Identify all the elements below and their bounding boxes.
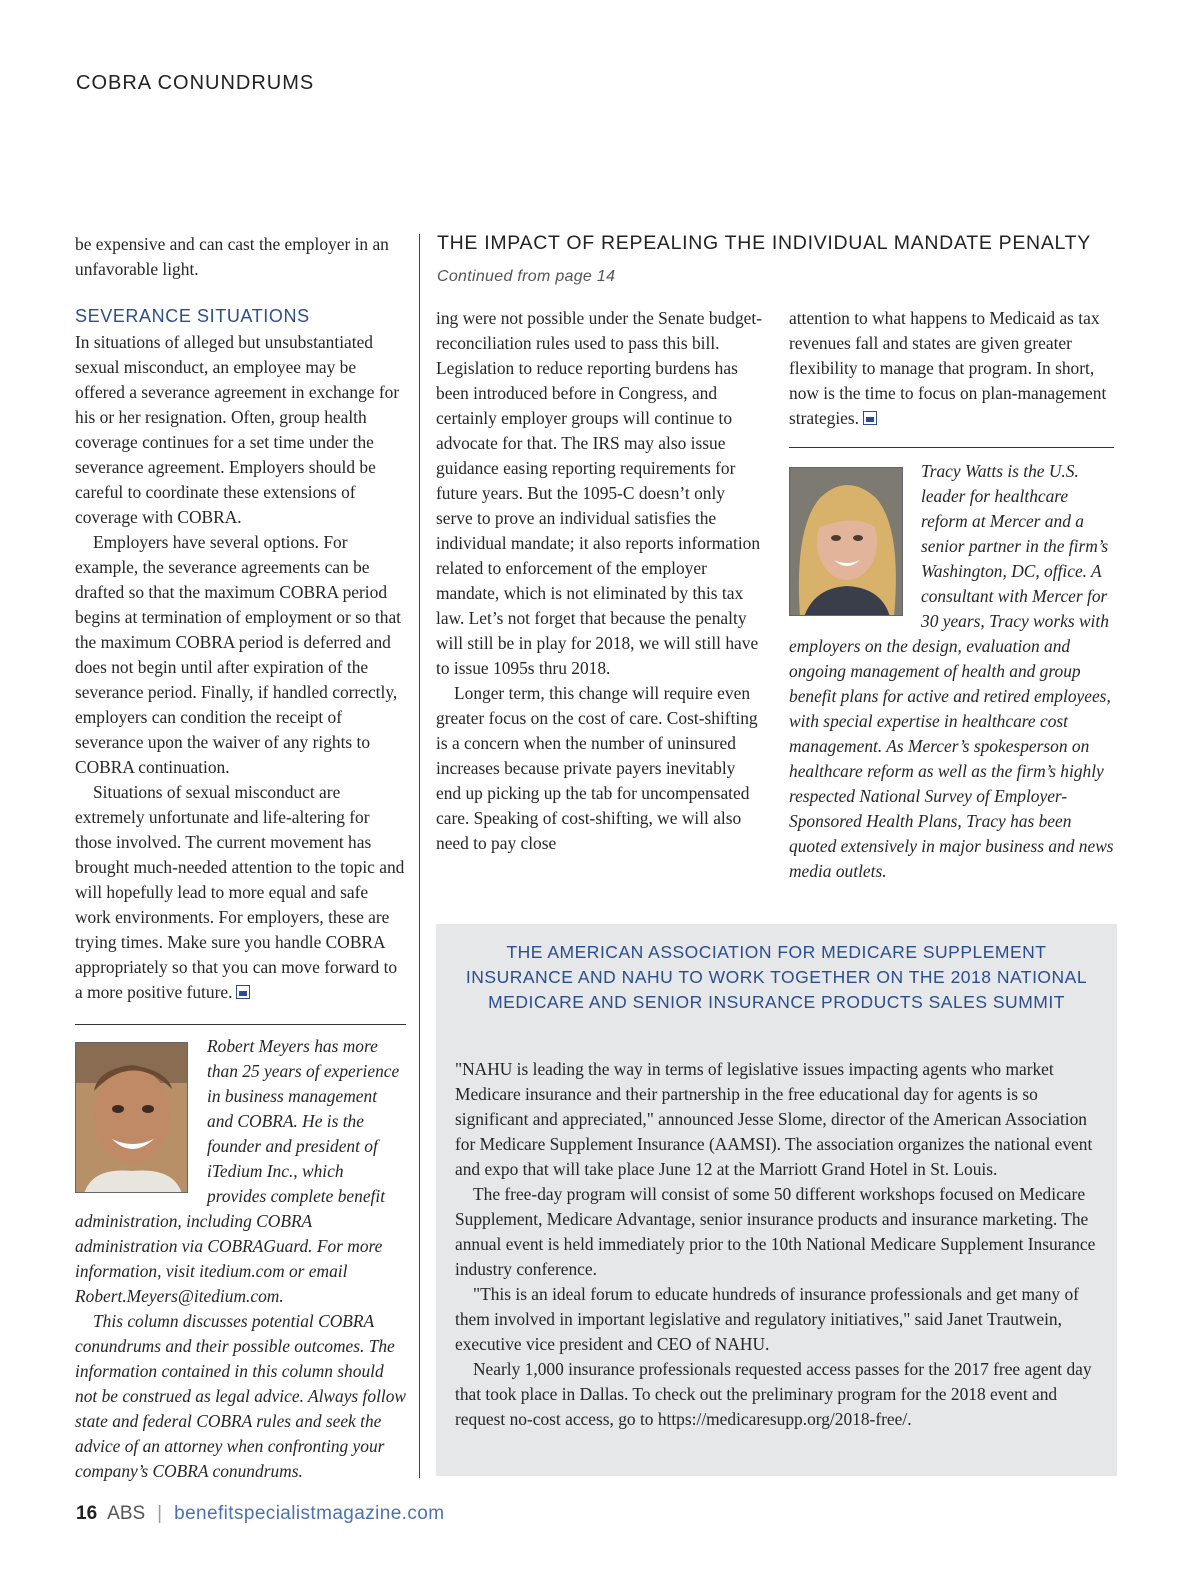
sidebar-paragraph: Nearly 1,000 insurance professionals requested access passes for the 2017 free agent day that took place in Dallas. To check out the preliminary program for the 2018 event and request no-cost access, go to https://medicaresupp.org/2018-free/. — [455, 1359, 1092, 1429]
page-number: 16 — [76, 1503, 98, 1524]
author-bio-tracy-watts — [789, 459, 1117, 884]
severance-paragraph: In situations of alleged but unsubstantiated sexual misconduct, an employee may be offered a severance agreement in exchange for his or her resignation. Often, group health coverage continues for a set time under the severance agreement. Employers should be careful to coordinate these extensions of coverage with COBRA. — [75, 332, 400, 527]
severance-heading: SEVERANCE SITUATIONS — [75, 306, 310, 326]
bio-divider — [75, 1024, 406, 1025]
end-of-article-icon — [236, 985, 250, 999]
bio-divider — [789, 447, 1114, 448]
article-column-2 — [789, 306, 1117, 431]
end-of-article-icon — [863, 411, 877, 425]
article-title: THE IMPACT OF REPEALING THE INDIVIDUAL MANDATE PENALTY — [437, 232, 1091, 254]
intro-text: be expensive and can cast the employer in an unfavorable light. — [75, 234, 389, 279]
continued-from-label: Continued from page 14 — [437, 268, 616, 285]
article-column-1 — [436, 306, 762, 856]
sidebar-paragraph: "This is an ideal forum to educate hundreds of insurance professionals and get many of them involved in important legislative and regulatory initiatives," said Janet Trautwein, executive vice president and CEO of NAHU. — [455, 1284, 1079, 1354]
sidebar-paragraph: The free-day program will consist of some 50 different workshops focused on Medicare Supplement, Medicare Advantage, senior insurance products and insurance marketing. The annual event is held immediately prior to the 10th National Medicare Supplement Insurance industry conference. — [455, 1184, 1096, 1279]
bio-text: Robert Meyers has more than 25 years of experience in business management and COBRA. He is the founder and president of iTedium Inc., which provides complete benefit administration, including COBRA administration via COBRAGuard. For more information, visit itedium.com or email Robert.Meyers@itedium.com. — [75, 1036, 400, 1306]
sidebar-title: THE AMERICAN ASSOCIATION FOR MEDICARE SUPPLEMENT INSURANCE AND NAHU TO WORK TOGETHER ON THE 2018 NATIONAL MEDICARE AND SENIOR INSURANCE PRODUCTS SALES SUMMIT — [465, 942, 1088, 1012]
author-bio-robert-meyers — [75, 1034, 407, 1484]
website-link[interactable]: benefitspecialistmagazine.com — [174, 1503, 445, 1524]
sidebar-paragraph: "NAHU is leading the way in terms of legislative issues impacting agents who market Medicare insurance and their partnership in the free educational day for agents is so significant and appreciated," announced Jesse Slome, director of the American Association for Medicare Supplement Insurance (AAMSI). The association organizes the national event and expo that will take place June 12 at the Marriott Grand Hotel in St. Louis. — [455, 1059, 1093, 1179]
left-column — [75, 232, 407, 1005]
sidebar-body — [455, 1057, 1101, 1432]
sidebar-box — [436, 924, 1117, 1476]
section-header: COBRA CONUNDRUMS — [76, 72, 315, 94]
article-paragraph: attention to what happens to Medicaid as tax revenues fall and states are given greater flexibility to manage that program. In short, now is the time to focus on plan-management strategies. — [789, 308, 1107, 428]
article-paragraph: ing were not possible under the Senate budget-reconciliation rules used to pass this bill. Legislation to reduce reporting burdens has been introduced before in Congress, and certainly employer groups will continue to advocate for that. The IRS may also issue guidance easing reporting requirements for future years. But the 1095-C doesn’t only serve to prove an individual satisfies the individual mandate; it also reports information related to enforcement of the employer mandate, which is not eliminated by this tax law. Let’s not forget that because the penalty will still be in play for 2018, we will still have to issue 1095s thru 2018. — [436, 308, 762, 678]
bio-text: Tracy Watts is the U.S. leader for healthcare reform at Mercer and a senior partner in the firm’s Washington, DC, office. A consultant with Mercer for 30 years, Tracy works with employers on the design, evaluation and ongoing management of health and group benefit plans for active and retired employees, with special expertise in healthcare cost management. As Mercer’s spokesperson on healthcare reform as well as the firm’s highly respected National Survey of Employer-Sponsored Health Plans, Tracy has been quoted extensively in major business and news media outlets. — [789, 461, 1114, 881]
footer-separator: | — [157, 1503, 163, 1524]
severance-paragraph: Employers have several options. For example, the severance agreements can be drafted so that the maximum COBRA period begins at termination of employment or so that the maximum COBRA period is deferred and does not begin until after expiration of the severance period. Finally, if handled correctly, employers can condition the receipt of severance upon the waiver of any rights to COBRA continuation. — [75, 532, 402, 777]
magazine-abbrev: ABS — [107, 1503, 146, 1524]
column-divider — [419, 234, 420, 1478]
severance-paragraph: Situations of sexual misconduct are extremely unfortunate and life-altering for those involved. The current movement has brought much-needed attention to the topic and will hopefully lead to more equal and safe work environments. For employers, these are trying times. Make sure you handle COBRA appropriately so that you can move forward to a more positive future. — [75, 782, 405, 1002]
article-paragraph: Longer term, this change will require even greater focus on the cost of care. Cost-shifting is a concern when the number of uninsured increases because private payers inevitably end up picking up the tab for uncompensated care. Speaking of cost-shifting, we will also need to pay close — [436, 683, 758, 853]
disclaimer-text: This column discusses potential COBRA conundrums and their possible outcomes. The information contained in this column should not be construed as legal advice. Always follow state and federal COBRA rules and seek the advice of an attorney when confronting your company’s COBRA conundrums. — [75, 1311, 407, 1481]
page-footer — [76, 1503, 444, 1525]
